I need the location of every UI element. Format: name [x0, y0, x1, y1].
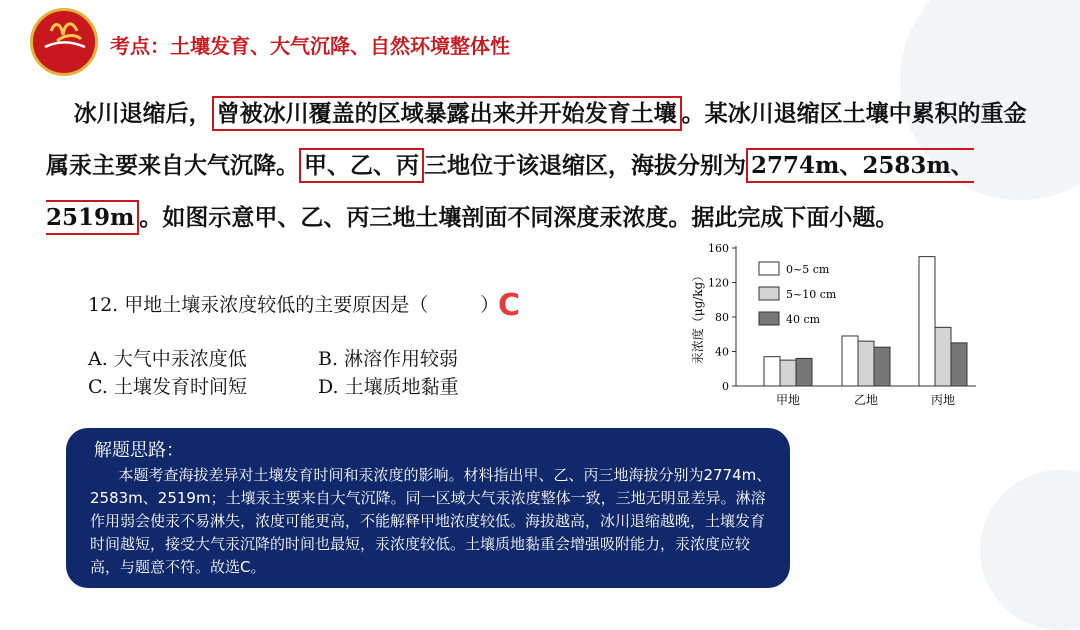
school-logo-icon	[30, 8, 98, 76]
passage-text: 三地位于该退缩区，海拔分别为	[424, 152, 746, 179]
bar-1-1	[858, 341, 874, 386]
y-tick-label: 40	[715, 345, 729, 359]
x-tick-label: 丙地	[930, 393, 956, 407]
solution-panel	[66, 428, 790, 588]
legend-label: 0~5 cm	[786, 263, 830, 276]
option-a: A. 大气中汞浓度低	[88, 348, 247, 370]
legend-swatch-2	[759, 312, 779, 325]
passage-text: 。如图示意甲、乙、丙三地土壤剖面不同深度汞浓度。据此完成下面小题。	[139, 204, 899, 231]
background-decoration	[980, 470, 1080, 630]
question-paren: ）	[480, 294, 500, 316]
legend-swatch-1	[759, 287, 779, 300]
y-tick-label: 160	[708, 242, 729, 255]
bar-2-2	[951, 343, 967, 386]
legend-label: 40 cm	[786, 313, 821, 326]
solution-text: 本题考查海拔差异对土壤发育时间和汞浓度的影响。材料指出甲、乙、丙三地海拔分别为2774m、2583m、2519m；土壤汞主要来自大气沉降。同一区域大气汞浓度整体一致，三地无明显差异。淋溶作用弱会使汞不易淋失，浓度可能更高，不能解释甲地浓度较低。海拔越高，冰川退缩越晚，土壤发育时间越短，接受大气汞沉降的时间也最短，汞浓度较低。土壤质地黏重会增强吸附能力，汞浓度应较高，与题意不符。故选C。	[90, 466, 772, 576]
option-c: C. 土壤发育时间短	[88, 376, 247, 398]
highlight-box: 曾被冰川覆盖的区域暴露出来并开始发育土壤	[212, 96, 682, 131]
highlight-box: 2774m、2583m、2519m	[46, 148, 974, 235]
question-stem	[88, 290, 499, 317]
option-b: B. 淋溶作用较弱	[318, 348, 459, 370]
highlight-box: 甲、乙、丙	[299, 148, 424, 183]
bar-0-2	[796, 358, 812, 386]
passage-text: 。某冰川退缩区土壤中累积的重金属汞主要来自大气沉降。	[46, 100, 1027, 179]
x-tick-label: 甲地	[775, 393, 801, 407]
bar-0-0	[764, 357, 780, 386]
y-tick-label: 0	[722, 380, 729, 393]
x-tick-label: 乙地	[853, 393, 879, 407]
legend-label: 5~10 cm	[786, 288, 837, 301]
y-axis-label: 汞浓度（μg/kg）	[691, 269, 705, 365]
bar-0-1	[780, 360, 796, 386]
bar-1-2	[874, 347, 890, 386]
bar-2-1	[935, 327, 951, 386]
bar-1-0	[842, 336, 858, 386]
page-title: 考点：土壤发育、大气沉降、自然环境整体性	[110, 34, 510, 58]
y-tick-label: 120	[708, 276, 729, 290]
legend-swatch-0	[759, 262, 779, 275]
question-text: 12. 甲地土壤汞浓度较低的主要原因是（	[88, 294, 429, 316]
bar-2-0	[919, 257, 935, 386]
answer-mark: C	[498, 288, 521, 323]
passage-text: 冰川退缩后，	[73, 100, 212, 127]
y-tick-label: 80	[715, 311, 729, 324]
mercury-bar-chart	[686, 238, 986, 418]
question-passage	[46, 88, 1046, 244]
option-d: D. 土壤质地黏重	[318, 376, 459, 398]
solution-title: 解题思路：	[94, 440, 184, 461]
